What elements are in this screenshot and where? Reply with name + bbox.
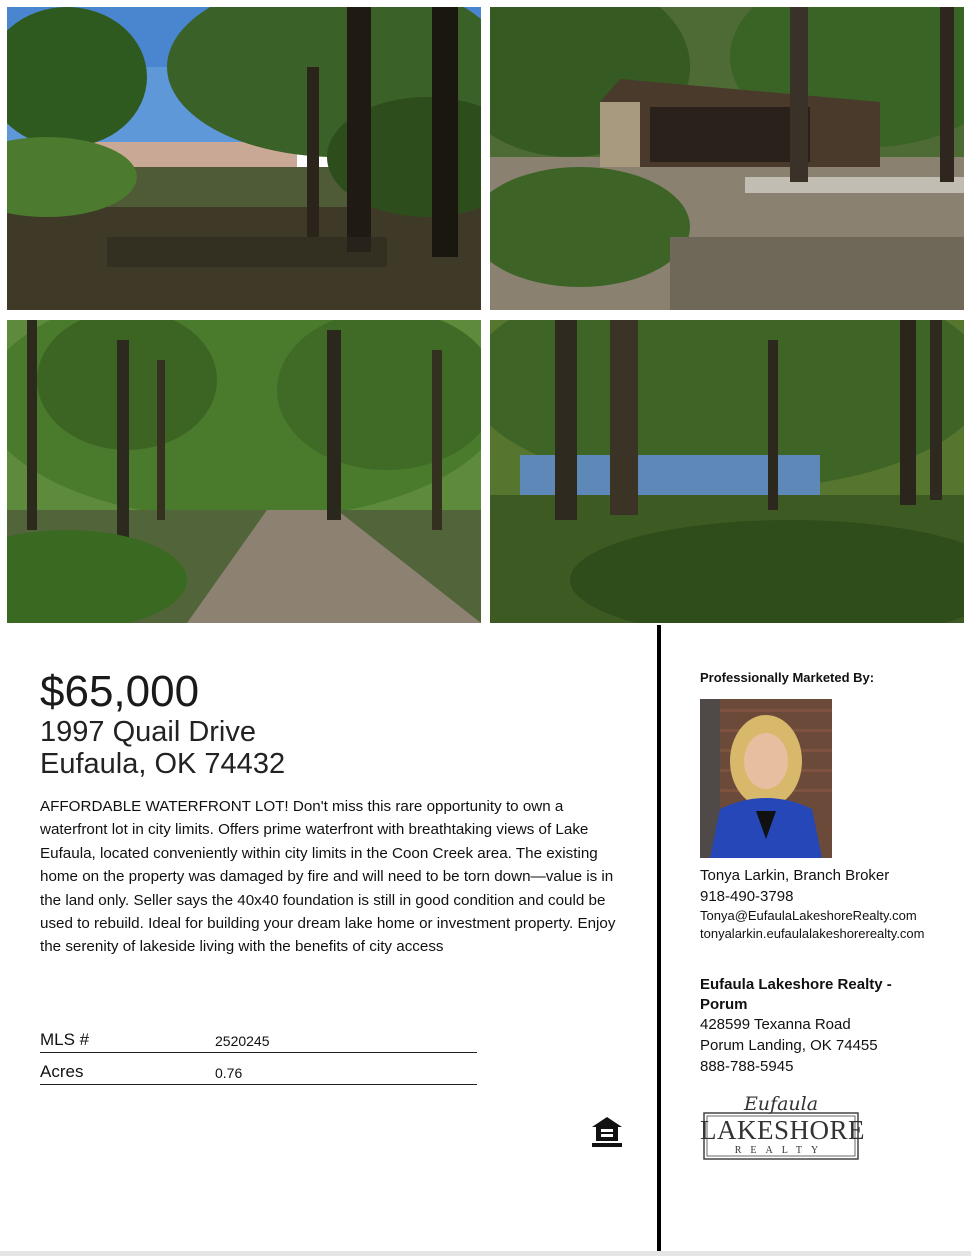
agent-email[interactable]: Tonya@EufaulaLakeshoreRealty.com bbox=[700, 908, 917, 923]
agent-photo bbox=[700, 699, 832, 858]
fact-value: 2520245 bbox=[215, 1033, 270, 1049]
fact-label: Acres bbox=[40, 1062, 84, 1081]
company-logo bbox=[700, 1093, 865, 1163]
logo-sub: REALTY bbox=[734, 1145, 828, 1156]
fact-value: 0.76 bbox=[215, 1065, 243, 1081]
facts-table bbox=[40, 1022, 477, 1085]
trees-lake-photo bbox=[490, 320, 964, 623]
agent-name: Tonya Larkin, Branch Broker bbox=[700, 867, 890, 884]
listing-price: $65,000 bbox=[40, 667, 200, 716]
agent-phone[interactable]: 918-490-3798 bbox=[700, 888, 794, 905]
equal-housing-icon bbox=[590, 1115, 624, 1149]
agent-website[interactable]: tonyalarkin.eufaulalakeshorerealty.com bbox=[700, 926, 925, 941]
listing-description: AFFORDABLE WATERFRONT LOT! Don't miss this rare opportunity to own a waterfront lot in city limits. Offers prime waterfront with breathtaking views of Lake Eufaula, located conveniently within city limits in the Coon Creek area. The existing home on the property was damaged by fire and will need to be torn down—value is in the land only. Seller says the 40x40 foundation is still in good condition and could be used to rebuild. Ideal for building your dream lake home or investment property. Enjoy the serenity of lakeside living with the benefits of city access bbox=[40, 798, 616, 956]
logo-script: Eufaula bbox=[743, 1093, 819, 1115]
house-photo bbox=[490, 7, 964, 310]
address-line2: Eufaula, OK 74432 bbox=[40, 748, 286, 780]
office-street: 428599 Texanna Road bbox=[700, 1016, 851, 1033]
bottom-edge bbox=[0, 1251, 971, 1256]
office-name: Eufaula Lakeshore Realty - Porum bbox=[700, 976, 892, 1013]
fact-row-acres bbox=[40, 1054, 477, 1085]
lake-view-photo bbox=[7, 7, 481, 310]
office-phone[interactable]: 888-788-5945 bbox=[700, 1058, 794, 1075]
marketed-by-heading: Professionally Marketed By: bbox=[700, 670, 875, 685]
address-line1: 1997 Quail Drive bbox=[40, 716, 256, 748]
fact-row-mls bbox=[40, 1022, 477, 1053]
column-divider bbox=[657, 625, 661, 1252]
fact-label: MLS # bbox=[40, 1030, 90, 1049]
office-city: Porum Landing, OK 74455 bbox=[700, 1037, 878, 1054]
woods-path-photo bbox=[7, 320, 481, 623]
logo-main: LAKESHORE bbox=[700, 1115, 865, 1145]
